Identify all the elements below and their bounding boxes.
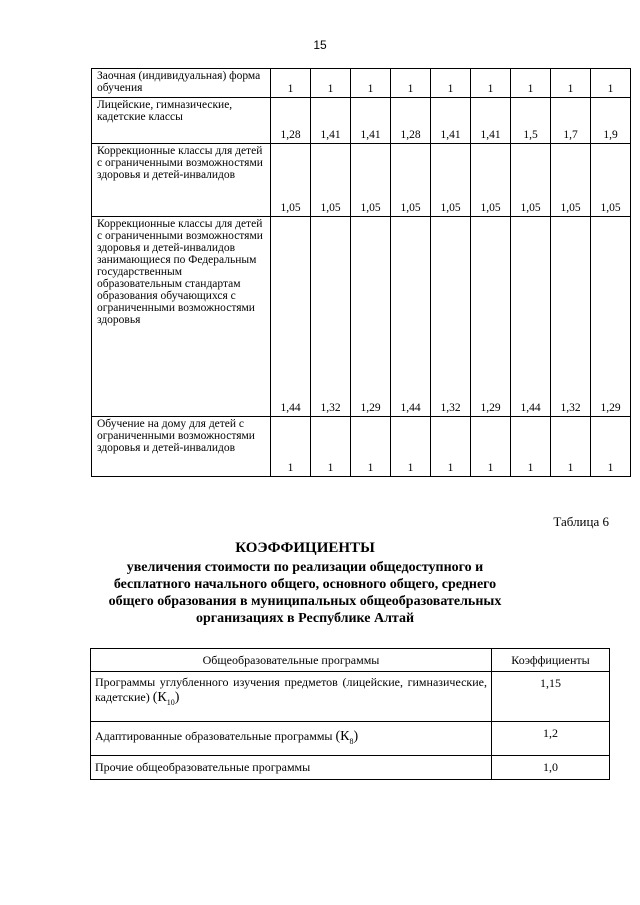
column-header: Общеобразовательные программы [91, 649, 492, 672]
table-cell: 1 [351, 69, 391, 98]
table-cell: 1,05 [511, 144, 551, 217]
coefficient-symbol: $(К_8)$ [335, 728, 359, 746]
table-row [91, 756, 610, 780]
table-cell: 1,44 [511, 217, 551, 417]
table-row [92, 417, 631, 477]
table-cell: 1 [391, 69, 431, 98]
table-row [92, 69, 631, 98]
coefficient-symbol: $(К_{10})$ [152, 690, 180, 707]
table-row [92, 144, 631, 217]
row-label: Лицейские, гимназические, кадетские классы [92, 98, 271, 144]
coefficient-cell: 1,0 [492, 756, 610, 780]
program-cell: Прочие общеобразовательные программы [91, 756, 492, 780]
table-cell: 1 [431, 417, 471, 477]
table-cell: 1,29 [591, 217, 631, 417]
table-caption: Таблица 6 [553, 514, 609, 529]
table-cell: 1 [311, 417, 351, 477]
symbol-letter: К [340, 728, 350, 744]
table-cell: 1,9 [591, 98, 631, 144]
table-cell: 1,41 [311, 98, 351, 144]
program-cell [91, 672, 492, 722]
coefficients-table-continued [91, 68, 631, 477]
table-cell: 1 [271, 417, 311, 477]
program-name: Программы углубленного изучения предметов (лицейские, гимназические, кадетские) [95, 675, 487, 704]
row-label: Коррекционные классы для детей с ограниченными возможностями здоровья и детей-инвалидов [92, 144, 271, 217]
table-cell: 1,32 [311, 217, 351, 417]
table-cell: 1,28 [271, 98, 311, 144]
section-heading [90, 540, 520, 627]
table-cell: 1 [431, 69, 471, 98]
row-label: Обучение на дому для детей с ограниченными возможностями здоровья и детей-инвалидов [92, 417, 271, 477]
table-cell: 1,41 [471, 98, 511, 144]
table-cell: 1,44 [271, 217, 311, 417]
table-cell: 1,29 [471, 217, 511, 417]
table-cell: 1 [551, 417, 591, 477]
table-header-row [91, 649, 610, 672]
coefficient-cell: 1,2 [492, 722, 610, 756]
table-cell: 1 [471, 417, 511, 477]
table-cell: 1,5 [511, 98, 551, 144]
row-label: Коррекционные классы для детей с ограниченными возможностями здоровья и детей-инвалидов занимающиеся по Федеральным государственным образовательным стандартам образования обучающихся с ограниченными возможностями здоровья [92, 217, 271, 417]
table-cell: 1,32 [551, 217, 591, 417]
table-cell: 1 [351, 417, 391, 477]
table-cell: 1,41 [351, 98, 391, 144]
table-cell: 1,05 [311, 144, 351, 217]
table-cell: 1 [391, 417, 431, 477]
program-coefficients-table [90, 648, 610, 780]
table-cell: 1,05 [551, 144, 591, 217]
symbol-subscript: 10 [166, 697, 175, 707]
coefficient-cell: 1,15 [492, 672, 610, 722]
program-text [95, 675, 487, 710]
table-cell: 1,05 [591, 144, 631, 217]
table-cell: 1 [511, 69, 551, 98]
program-cell [91, 722, 492, 756]
table-cell: 1 [551, 69, 591, 98]
row-label: Заочная (индивидуальная) форма обучения [92, 69, 271, 98]
table-cell: 1,05 [391, 144, 431, 217]
table-cell: 1,44 [391, 217, 431, 417]
table-cell: 1,05 [431, 144, 471, 217]
table-cell: 1 [311, 69, 351, 98]
table-cell: 1,41 [431, 98, 471, 144]
table-cell: 1 [511, 417, 551, 477]
table-cell: 1,32 [431, 217, 471, 417]
table-cell: 1 [591, 69, 631, 98]
table-cell: 1,7 [551, 98, 591, 144]
table-cell: 1,05 [271, 144, 311, 217]
table-cell: 1,29 [351, 217, 391, 417]
table-cell: 1,28 [391, 98, 431, 144]
symbol-subscript: 8 [349, 736, 354, 746]
heading-subtitle: увеличения стоимости по реализации общедоступного и бесплатного начального общего, основного общего, среднего общего образования в муниципальных общеобразовательных организациях в Республике Алтай [108, 560, 502, 626]
heading-title: КОЭФФИЦИЕНТЫ [235, 540, 375, 556]
table-row [91, 672, 610, 722]
table-cell: 1 [271, 69, 311, 98]
table-cell: 1,05 [351, 144, 391, 217]
table-row [92, 98, 631, 144]
page-number: 15 [313, 38, 327, 52]
symbol-letter: К [157, 690, 167, 705]
table-cell: 1 [471, 69, 511, 98]
table-row [92, 217, 631, 417]
table-cell: 1,05 [471, 144, 511, 217]
table-cell: 1 [591, 417, 631, 477]
table-row [91, 722, 610, 756]
column-header: Коэффициенты [492, 649, 610, 672]
program-name: Адаптированные образовательные программы [95, 728, 333, 743]
